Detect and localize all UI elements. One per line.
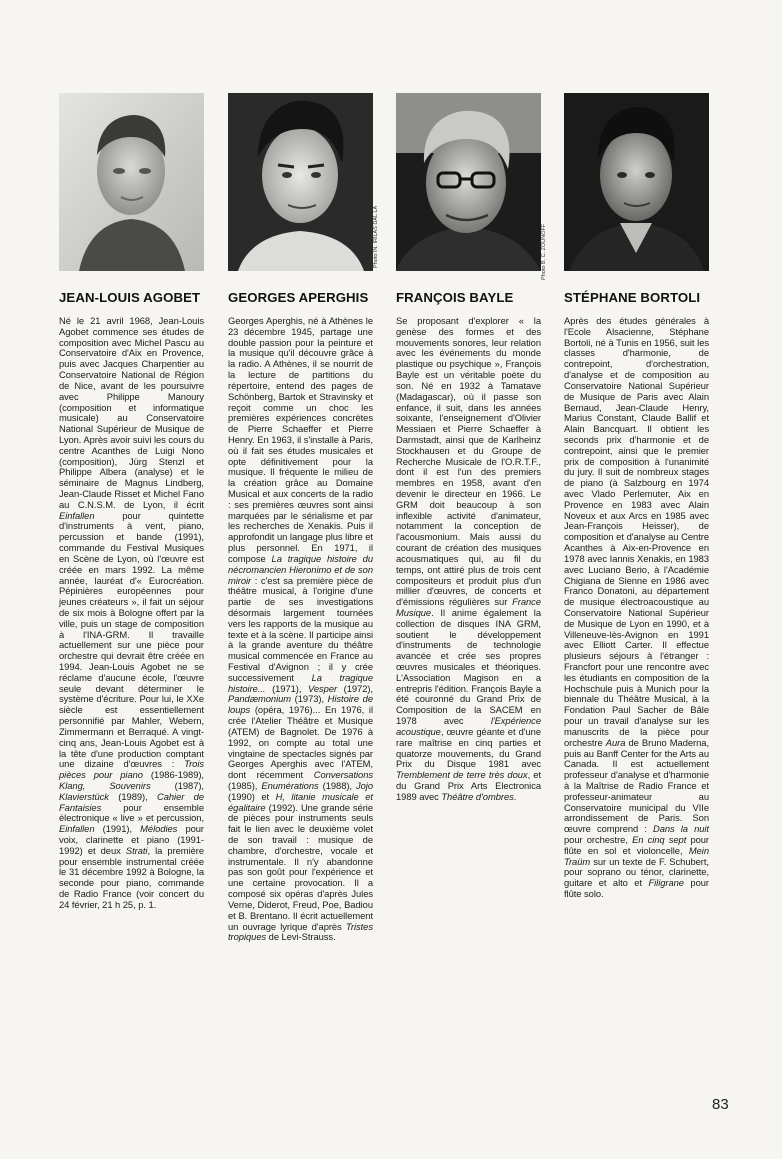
portrait-bayle-image bbox=[396, 93, 541, 271]
composer-column-bayle bbox=[396, 93, 541, 803]
composer-name: GEORGES APERGHIS bbox=[228, 290, 369, 305]
work-title: Mélodies bbox=[140, 823, 178, 835]
bio-text: (1988), bbox=[318, 779, 356, 791]
bio-text: (1992). Une grande série de pièces pour instruments seuls fait le lien avec le deuxième volet de son travail : musique de chambre, d'orchestre, vocale et instrumentale. Il n'y abandonne pas son goût pour l'expérience et une certaine provocation. Il a composé six opéras d'après Jules Verne, Diderot, Freud, Poe, Badiou et B. Brentano. Il écrit actuellement un ouvrage lyrique d'après bbox=[228, 801, 373, 932]
composer-column-bortoli bbox=[564, 93, 709, 900]
composer-name: JEAN-LOUIS AGOBET bbox=[59, 290, 201, 305]
bio-text: (1971), bbox=[265, 682, 308, 694]
bio-text: pour orchestre, bbox=[564, 834, 633, 845]
portrait-photo-aperghis bbox=[228, 93, 373, 271]
portrait-photo-bayle bbox=[396, 93, 541, 271]
work-title: Klang, Souvenirs bbox=[59, 779, 151, 791]
work-title: France Musique bbox=[396, 596, 541, 618]
work-title: Pandæmonium bbox=[228, 693, 292, 705]
bio-text: (1991), bbox=[94, 823, 141, 835]
composer-column-aperghis bbox=[228, 93, 373, 943]
composer-name: FRANÇOIS BAYLE bbox=[396, 290, 514, 305]
work-title: H, litanie musicale et égalitaire bbox=[228, 790, 373, 813]
bio-text: , œuvre géante et d'une rare maîtrise en cinq parties et quatorze mouvements, du Grand Prix du Disque 1981 avec bbox=[396, 725, 541, 770]
work-title: Conversations bbox=[313, 769, 373, 781]
work-title: Tristes tropiques bbox=[228, 920, 373, 943]
bio-text: (1972), bbox=[337, 682, 373, 694]
work-title: La tragique histoire du nécromancien Hieronimo et de son miroir bbox=[228, 552, 373, 586]
composer-bio bbox=[59, 316, 204, 911]
bio-text: , la première pour ensemble instrumental créée le 31 décembre 1992 à Bologne, la seconde pour piano, commande de Radio France (voir concert du 24 février, 21 h 25, p. 1. bbox=[59, 844, 205, 910]
portrait-bortoli-image bbox=[564, 93, 709, 271]
bio-text: pour ensemble électronique « live » et percussion, bbox=[59, 801, 204, 824]
portrait-agobet-image bbox=[59, 93, 204, 271]
composer-bio bbox=[396, 316, 541, 803]
composer-bio bbox=[564, 316, 709, 900]
portrait-photo-agobet bbox=[59, 93, 204, 271]
bio-text: de Levi-Strauss. bbox=[266, 931, 336, 943]
work-title: La tragique histoire... bbox=[228, 671, 373, 694]
work-title: Jojo bbox=[356, 779, 373, 791]
work-title: Aura bbox=[605, 736, 626, 748]
bio-text: (1990) et bbox=[228, 790, 276, 802]
work-title: Strati bbox=[125, 844, 148, 856]
work-title: Filigrane bbox=[648, 877, 684, 889]
work-title: Enumérations bbox=[261, 779, 319, 791]
page-number: 83 bbox=[712, 1096, 729, 1113]
bio-text: (1989), bbox=[108, 790, 157, 802]
work-title: Cahier de Fantaisies bbox=[59, 790, 204, 813]
bio-text: pour flûte en sol et violoncelle, bbox=[564, 834, 710, 856]
work-title: Trois pièces pour piano bbox=[59, 758, 204, 781]
portrait-photo-bortoli bbox=[564, 93, 709, 271]
bio-text: Georges Aperghis, né à Athènes le 23 décembre 1945, partage une double passion pour la peinture et la musique qu'il découvre grâce à la radio. A Athènes, il se nourrit de la lecture de partitions du répertoire, entend des pages de Schönberg, Bartok et Stravinsky et reçoit comme un choc les premières expériences concrètes de Pierre Schaeffer et Pierre Henry. En 1963, il s'installe à Paris, où il fait ses études musicales et opte définitivement pour la musique. Il fréquente le milieu de la création grâce au Domaine Musical et aux concerts de la radio : ses premières œuvres sont ainsi marquées par le sérialisme et par les recherches de Xenakis. Puis il approfondit un langage plus libre et plus personnel. En 1971, il compose bbox=[228, 315, 373, 564]
work-title: Tremblement de terre très doux bbox=[396, 769, 528, 781]
bio-text: pour quintette d'instruments à vent, piano, percussion et bande (1991), commande du Festival Musiques en Scène de Lyon, où l'œuvre est créée en mars 1992. La même année, lauréat d'« Eurocréation. Pépinières européennes pour jeunes créateurs », il fait un séjour de six mois à Bologne offert par la ville, puis un stage de composition à l'INA-GRM. Il travaille actuellement sur une pièce pour orchestre qui devrait être créée en 1994. Jean-Louis Agobet ne se réclame d'aucune école, l'œuvre seule devant déterminer le système d'écriture. Pour lui, le XXe siècle est essentiellement personnifié par Mahler, Webern, Zimmermann et Berraqué. A vingt-cinq ans, Jean-Louis Agobet est à la tête d'une production comptant une dizaine d'œuvres : bbox=[59, 509, 204, 770]
composer-name: STÉPHANE BORTOLI bbox=[564, 290, 701, 305]
photo-credit-aperghis: Photo IN. IRILAS DAL LA bbox=[373, 205, 379, 268]
work-title: Vesper bbox=[308, 682, 338, 694]
work-title: Dans la nuit bbox=[652, 823, 709, 835]
work-title: Einfallen bbox=[59, 509, 95, 521]
bio-text: . Il anime également la collection de disques INA GRM, soutient le développement d'instruments de technologie avancée et crée ses propres œuvres musicales et théoriques. L'Association Magison en a entrepris l'édition. François Bayle a été couronné du Grand Prix de Composition de la SACEM en 1978 avec bbox=[396, 606, 541, 727]
bio-text: Se proposant d'explorer « la genèse des formes et des mouvements sonores, leur relation avec les événements du monde plastique ou psychique », François Bayle est un véritable poète du son. Né en 1932 à Tamatave (Madagascar), où il passe son enfance, il suit, dans les années soixante, l'enseignement d'Olivier Messiaen et Pierre Schaeffer à Darmstadt, ainsi que de Karlheinz Stockhausen et du Groupe de Recherche Musicale de l'O.R.T.F., dont il est l'un des premiers membres en 1958, avant d'en devenir le directeur en 1966. Le GRM doit beaucoup à son inflexible activité d'animateur, notamment la conception de l'acousmonium. Mais aussi du courant de création des musiques acousmatiques qui, au fil du temps, ont attiré plus de trois cent compositeurs et produit plus d'un millier d'œuvres, de concerts et d'émissions régulières sur bbox=[396, 315, 541, 608]
photo-credit-bayle: Photo B. C. ZOUNOFF bbox=[541, 223, 547, 280]
bio-text: pour voix, clarinette et piano (1991-1992) et deux bbox=[59, 823, 205, 856]
bio-text: Né le 21 avril 1968, Jean-Louis Agobet commence ses études de composition avec Michel Pascu au Conservatoire d'Aix en Provence, puis avec Jacques Charpentier au Conservatoire National de Région de Nice, avant de les poursuivre avec Philippe Manoury (composition et informatique musicale) au Conservatoire National Supérieur de Musique de Lyon. Après avoir suivi les cours du centre Acanthes de Luigi Nono (composition), Jürg Stenzl et Philippe Albera (analyse) et le séminaire de Magnus Lindberg, Jean-Claude Risset et Michel Fano au C.N.S.M. de Lyon, il écrit bbox=[59, 315, 204, 510]
bio-text: , et du Grand Prix Arts Electronica 1989 avec bbox=[396, 769, 542, 802]
composer-bio bbox=[228, 316, 373, 943]
work-title: Mein Traüm bbox=[564, 844, 709, 867]
bio-text: . bbox=[513, 790, 517, 802]
bio-text: : c'est sa première pièce de théâtre musical, à l'origine d'une partie de ses investigations désormais largement tournées vers les rapports de la musique au texte et à la scène. Il participe ainsi à la grande aventure du théâtre musical commencée en France au Festival d'Avignon ; il y crée successivement bbox=[228, 574, 373, 683]
bio-text: (1987), bbox=[150, 779, 204, 791]
work-title: Histoire de loups bbox=[228, 693, 373, 716]
composer-column-agobet bbox=[59, 93, 204, 911]
bio-text: de Bruno Maderna, puis au Banff Center for the Arts au Canada. Il est actuellement professeur d'analyse et d'harmonie à la Maîtrise de Radio France et professeur-animateur au Conservatoire municipal du VIIe arrondissement de Paris. Son œuvre comprend : bbox=[564, 736, 709, 835]
bio-text: pour flûte solo. bbox=[564, 877, 709, 900]
bio-text: Après des études générales à l'Ecole Alsacienne, Stéphane Bortoli, né à Tunis en 1956, suit les classes d'harmonie, de contrepoint, d'orchestration, d'analyse et de composition au Conservatoire National Supérieur de Musique de Paris avec Alain Bernaud, Jean-Claude Henry, Marius Constant, Claude Ballif et Alain Bancquart. Il obtient les seconds prix d'harmonie et de contrepoint, ainsi que le premier prix de composition à l'unanimité du jury. Il suit de nombreux stages de piano (à Salzbourg en 1974 avec Vlado Perlemuter, Aix en Provence en 1983 avec Alain Noveux et aux Arcs en 1985 avec Jean-François Heisser), de composition et d'analyse au Centre Acanthes à Aix-en-Provence en 1978 avec Iannis Xenakis, en 1983 avec Luciano Berio, à l'Académie Chigiana de Sienne en 1986 avec Franco Donatoni, au département de musique électroacoustique au Conservatoire National Supérieur de Musique de Lyon en 1990, et à Villeneuve-lès-Avignon en 1991 avec Elliott Carter. Il effectue plusieurs séjours à l'étranger : Francfort pour une rencontre avec les étudiants en composition de la Hochschule puis à Munich pour la biennale du Théâtre Musical, à la Fondation Paul Sacher de Bâle pour un travail d'analyse sur les manuscrits de la pièce pour orchestre bbox=[564, 315, 709, 748]
work-title: Théâtre d'ombres bbox=[441, 790, 514, 802]
bio-text: (1985), bbox=[228, 779, 262, 791]
bio-text: (opéra, 1976)... En 1976, il crée l'Atelier Théâtre et Musique (ATEM) de Bagnolet. De 1976 à 1992, on compte au total une vingtaine de spectacles signés par Georges Aperghis avec l'ATEM, dont récemment bbox=[228, 704, 373, 781]
work-title: l'Expérience acoustique bbox=[396, 715, 541, 737]
bio-text: (1986-1989), bbox=[142, 769, 204, 781]
work-title: Einfallen bbox=[59, 823, 95, 835]
work-title: En cinq sept bbox=[632, 834, 687, 845]
bio-text: (1973), bbox=[291, 693, 328, 705]
work-title: Klavierstück bbox=[59, 790, 109, 802]
portrait-aperghis-image bbox=[228, 93, 373, 271]
bio-text: sur un texte de F. Schubert, pour soprano ou ténor, clarinette, guitare et alto et bbox=[564, 855, 709, 889]
